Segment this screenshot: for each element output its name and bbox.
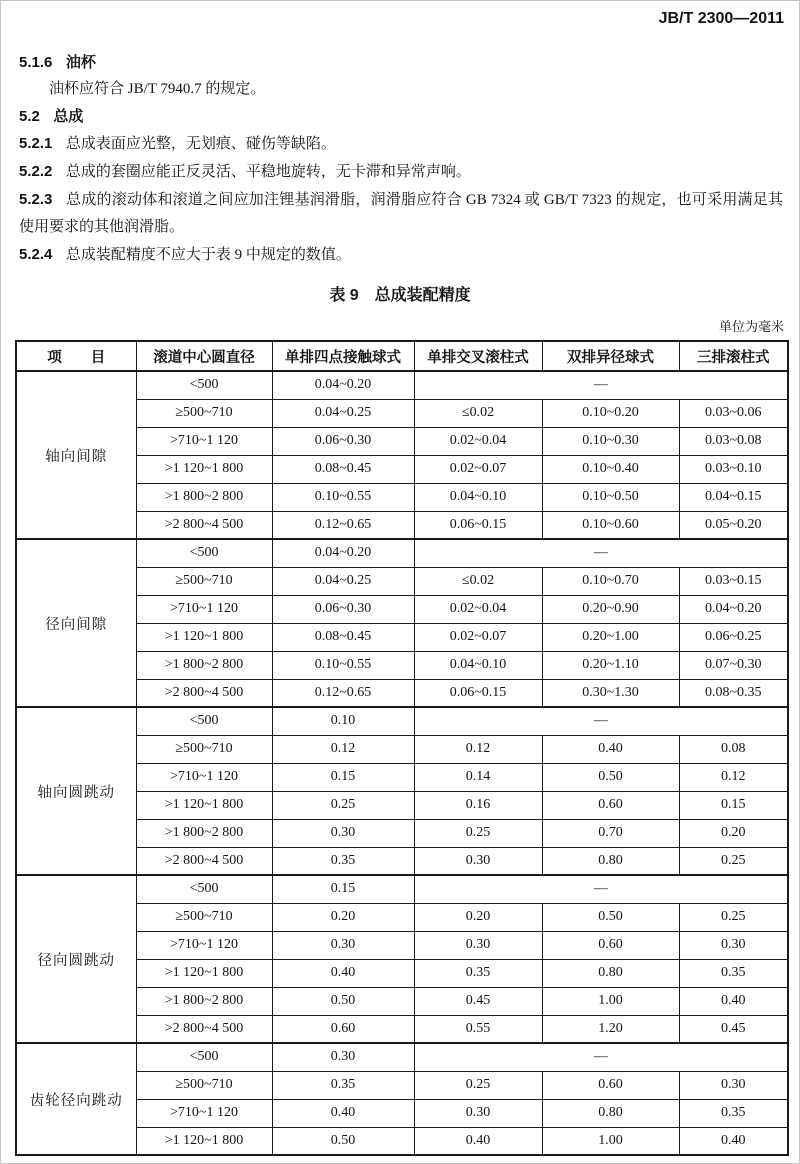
column-header-item: 项 目 bbox=[16, 341, 136, 371]
value-cell: 1.00 bbox=[542, 1127, 679, 1155]
value-cell: 0.10~0.60 bbox=[542, 511, 679, 539]
value-cell: 0.60 bbox=[542, 1071, 679, 1099]
column-header-cross-roller: 单排交叉滚柱式 bbox=[414, 341, 542, 371]
clause-524 bbox=[19, 241, 783, 269]
clause-number: 5.2.1 bbox=[19, 135, 53, 152]
value-cell: 0.16 bbox=[414, 791, 542, 819]
value-cell: ≤0.02 bbox=[414, 399, 542, 427]
value-cell: 0.25 bbox=[679, 903, 788, 931]
row-group-label: 轴向间隙 bbox=[16, 371, 136, 539]
clause-text: 总成装配精度不应大于表 9 中规定的数值。 bbox=[65, 247, 351, 263]
value-cell: 0.03~0.08 bbox=[679, 427, 788, 455]
value-cell: 0.60 bbox=[542, 791, 679, 819]
value-cell: 0.35 bbox=[272, 847, 414, 875]
value-cell: 0.30 bbox=[679, 1071, 788, 1099]
value-cell: 0.03~0.15 bbox=[679, 567, 788, 595]
value-cell: 0.08~0.45 bbox=[272, 623, 414, 651]
clause-number: 5.2.4 bbox=[19, 246, 53, 263]
merged-dash-cell: — bbox=[414, 539, 788, 567]
value-cell: 0.30 bbox=[679, 931, 788, 959]
diameter-cell: <500 bbox=[136, 875, 272, 903]
value-cell: 0.15 bbox=[272, 763, 414, 791]
clause-text: 总成的滚动体和滚道之间应加注锂基润滑脂，润滑脂应符合 GB 7324 或 GB/T 7323 的规定，也可采用满足其使用要求的其他润滑脂。 bbox=[19, 192, 783, 235]
value-cell: 0.40 bbox=[414, 1127, 542, 1155]
value-cell: 0.12 bbox=[414, 735, 542, 763]
diameter-cell: >1 120~1 800 bbox=[136, 1127, 272, 1155]
value-cell: 0.15 bbox=[272, 875, 414, 903]
value-cell: 0.04~0.25 bbox=[272, 399, 414, 427]
diameter-cell: >2 800~4 500 bbox=[136, 847, 272, 875]
value-cell: 0.04~0.20 bbox=[679, 595, 788, 623]
value-cell: 0.40 bbox=[272, 1099, 414, 1127]
value-cell: 0.02~0.07 bbox=[414, 455, 542, 483]
value-cell: ≤0.02 bbox=[414, 567, 542, 595]
value-cell: 0.12~0.65 bbox=[272, 511, 414, 539]
value-cell: 0.10~0.55 bbox=[272, 651, 414, 679]
clause-523 bbox=[19, 186, 783, 241]
value-cell: 1.20 bbox=[542, 1015, 679, 1043]
value-cell: 0.06~0.30 bbox=[272, 595, 414, 623]
value-cell: 0.30 bbox=[414, 1099, 542, 1127]
value-cell: 0.06~0.30 bbox=[272, 427, 414, 455]
value-cell: 0.10~0.70 bbox=[542, 567, 679, 595]
value-cell: 0.50 bbox=[272, 987, 414, 1015]
row-group-label: 径向圆跳动 bbox=[16, 875, 136, 1043]
value-cell: 0.10~0.30 bbox=[542, 427, 679, 455]
value-cell: 0.10~0.20 bbox=[542, 399, 679, 427]
diameter-cell: ≥500~710 bbox=[136, 903, 272, 931]
value-cell: 1.00 bbox=[542, 987, 679, 1015]
row-group-label: 径向间隙 bbox=[16, 539, 136, 707]
value-cell: 0.20 bbox=[679, 819, 788, 847]
value-cell: 0.10~0.40 bbox=[542, 455, 679, 483]
diameter-cell: >710~1 120 bbox=[136, 595, 272, 623]
value-cell: 0.80 bbox=[542, 847, 679, 875]
column-header-double-row-ball: 双排异径球式 bbox=[542, 341, 679, 371]
value-cell: 0.02~0.04 bbox=[414, 427, 542, 455]
value-cell: 0.08~0.35 bbox=[679, 679, 788, 707]
section-number: 5.1.6 bbox=[19, 54, 53, 71]
section-heading-52 bbox=[19, 103, 783, 130]
value-cell: 0.06~0.15 bbox=[414, 511, 542, 539]
merged-dash-cell: — bbox=[414, 371, 788, 399]
value-cell: 0.04~0.15 bbox=[679, 483, 788, 511]
value-cell: 0.35 bbox=[272, 1071, 414, 1099]
value-cell: 0.35 bbox=[414, 959, 542, 987]
value-cell: 0.40 bbox=[679, 987, 788, 1015]
row-group-label: 齿轮径向跳动 bbox=[16, 1043, 136, 1155]
value-cell: 0.10 bbox=[272, 707, 414, 735]
clause-522 bbox=[19, 158, 783, 186]
column-header-four-point-ball: 单排四点接触球式 bbox=[272, 341, 414, 371]
table-title: 表 9 总成装配精度 bbox=[329, 287, 471, 304]
value-cell: 0.80 bbox=[542, 1099, 679, 1127]
value-cell: 0.12~0.65 bbox=[272, 679, 414, 707]
value-cell: 0.20~1.00 bbox=[542, 623, 679, 651]
value-cell: 0.15 bbox=[679, 791, 788, 819]
value-cell: 0.30 bbox=[272, 931, 414, 959]
value-cell: 0.60 bbox=[542, 931, 679, 959]
clause-521 bbox=[19, 130, 783, 158]
diameter-cell: ≥500~710 bbox=[136, 1071, 272, 1099]
value-cell: 0.03~0.10 bbox=[679, 455, 788, 483]
value-cell: 0.04~0.10 bbox=[414, 483, 542, 511]
value-cell: 0.30 bbox=[414, 931, 542, 959]
diameter-cell: ≥500~710 bbox=[136, 567, 272, 595]
merged-dash-cell: — bbox=[414, 707, 788, 735]
value-cell: 0.25 bbox=[414, 819, 542, 847]
value-cell: 0.02~0.07 bbox=[414, 623, 542, 651]
value-cell: 0.35 bbox=[679, 959, 788, 987]
table-row bbox=[16, 371, 788, 399]
value-cell: 0.06~0.25 bbox=[679, 623, 788, 651]
value-cell: 0.60 bbox=[272, 1015, 414, 1043]
value-cell: 0.25 bbox=[679, 847, 788, 875]
table-row bbox=[16, 539, 788, 567]
value-cell: 0.14 bbox=[414, 763, 542, 791]
value-cell: 0.12 bbox=[272, 735, 414, 763]
value-cell: 0.08 bbox=[679, 735, 788, 763]
value-cell: 0.05~0.20 bbox=[679, 511, 788, 539]
diameter-cell: <500 bbox=[136, 539, 272, 567]
value-cell: 0.80 bbox=[542, 959, 679, 987]
doc-number: JB/T 2300—2011 bbox=[658, 10, 784, 27]
value-cell: 0.06~0.15 bbox=[414, 679, 542, 707]
value-cell: 0.30 bbox=[414, 847, 542, 875]
diameter-cell: >710~1 120 bbox=[136, 931, 272, 959]
value-cell: 0.40 bbox=[542, 735, 679, 763]
diameter-cell: <500 bbox=[136, 371, 272, 399]
diameter-cell: >1 120~1 800 bbox=[136, 623, 272, 651]
assembly-precision-table bbox=[15, 340, 789, 1156]
diameter-cell: >710~1 120 bbox=[136, 763, 272, 791]
value-cell: 0.70 bbox=[542, 819, 679, 847]
diameter-cell: >1 800~2 800 bbox=[136, 819, 272, 847]
clause-text: 总成的套圈应能正反灵活、平稳地旋转，无卡滞和异常声响。 bbox=[65, 164, 471, 180]
assembly-precision-table-body bbox=[16, 371, 788, 1155]
value-cell: 0.04~0.25 bbox=[272, 567, 414, 595]
column-header-diameter: 滚道中心圆直径 bbox=[136, 341, 272, 371]
diameter-cell: >2 800~4 500 bbox=[136, 679, 272, 707]
value-cell: 0.20~1.10 bbox=[542, 651, 679, 679]
value-cell: 0.10~0.50 bbox=[542, 483, 679, 511]
table-header-row bbox=[16, 341, 788, 371]
section-heading-516 bbox=[19, 49, 783, 76]
clause-text: 总成表面应光整，无划痕、碰伤等缺陷。 bbox=[65, 136, 336, 152]
value-cell: 0.07~0.30 bbox=[679, 651, 788, 679]
diameter-cell: >1 800~2 800 bbox=[136, 651, 272, 679]
row-group-label: 轴向圆跳动 bbox=[16, 707, 136, 875]
diameter-cell: >710~1 120 bbox=[136, 427, 272, 455]
merged-dash-cell: — bbox=[414, 1043, 788, 1071]
value-cell: 0.35 bbox=[679, 1099, 788, 1127]
value-cell: 0.25 bbox=[272, 791, 414, 819]
value-cell: 0.25 bbox=[414, 1071, 542, 1099]
unit-note: 单位为毫米 bbox=[718, 319, 784, 334]
value-cell: 0.50 bbox=[542, 763, 679, 791]
value-cell: 0.45 bbox=[679, 1015, 788, 1043]
clause-number: 5.2.2 bbox=[19, 163, 53, 180]
diameter-cell: >1 120~1 800 bbox=[136, 455, 272, 483]
diameter-cell: >1 800~2 800 bbox=[136, 483, 272, 511]
diameter-cell: ≥500~710 bbox=[136, 399, 272, 427]
value-cell: 0.04~0.10 bbox=[414, 651, 542, 679]
section-title: 总成 bbox=[53, 108, 84, 125]
value-cell: 0.40 bbox=[272, 959, 414, 987]
document-body bbox=[1, 49, 799, 269]
value-cell: 0.04~0.20 bbox=[272, 371, 414, 399]
value-cell: 0.55 bbox=[414, 1015, 542, 1043]
diameter-cell: >2 800~4 500 bbox=[136, 1015, 272, 1043]
diameter-cell: <500 bbox=[136, 1043, 272, 1071]
section-title: 油杯 bbox=[65, 54, 96, 71]
section-number: 5.2 bbox=[19, 108, 40, 125]
value-cell: 0.03~0.06 bbox=[679, 399, 788, 427]
clause-number: 5.2.3 bbox=[19, 191, 53, 208]
value-cell: 0.02~0.04 bbox=[414, 595, 542, 623]
diameter-cell: >1 800~2 800 bbox=[136, 987, 272, 1015]
table-row bbox=[16, 875, 788, 903]
value-cell: 0.30 bbox=[272, 1043, 414, 1071]
column-header-three-row-roller: 三排滚柱式 bbox=[679, 341, 788, 371]
diameter-cell: >1 120~1 800 bbox=[136, 791, 272, 819]
value-cell: 0.30~1.30 bbox=[542, 679, 679, 707]
diameter-cell: >710~1 120 bbox=[136, 1099, 272, 1127]
value-cell: 0.45 bbox=[414, 987, 542, 1015]
value-cell: 0.12 bbox=[679, 763, 788, 791]
diameter-cell: >1 120~1 800 bbox=[136, 959, 272, 987]
diameter-cell: ≥500~710 bbox=[136, 735, 272, 763]
value-cell: 0.10~0.55 bbox=[272, 483, 414, 511]
diameter-cell: >2 800~4 500 bbox=[136, 511, 272, 539]
value-cell: 0.50 bbox=[272, 1127, 414, 1155]
value-cell: 0.08~0.45 bbox=[272, 455, 414, 483]
value-cell: 0.30 bbox=[272, 819, 414, 847]
value-cell: 0.20 bbox=[414, 903, 542, 931]
value-cell: 0.20~0.90 bbox=[542, 595, 679, 623]
table-row bbox=[16, 707, 788, 735]
paragraph-516: 油杯应符合 JB/T 7940.7 的规定。 bbox=[49, 81, 266, 97]
diameter-cell: <500 bbox=[136, 707, 272, 735]
value-cell: 0.04~0.20 bbox=[272, 539, 414, 567]
merged-dash-cell: — bbox=[414, 875, 788, 903]
value-cell: 0.20 bbox=[272, 903, 414, 931]
value-cell: 0.50 bbox=[542, 903, 679, 931]
value-cell: 0.40 bbox=[679, 1127, 788, 1155]
table-row bbox=[16, 1043, 788, 1071]
